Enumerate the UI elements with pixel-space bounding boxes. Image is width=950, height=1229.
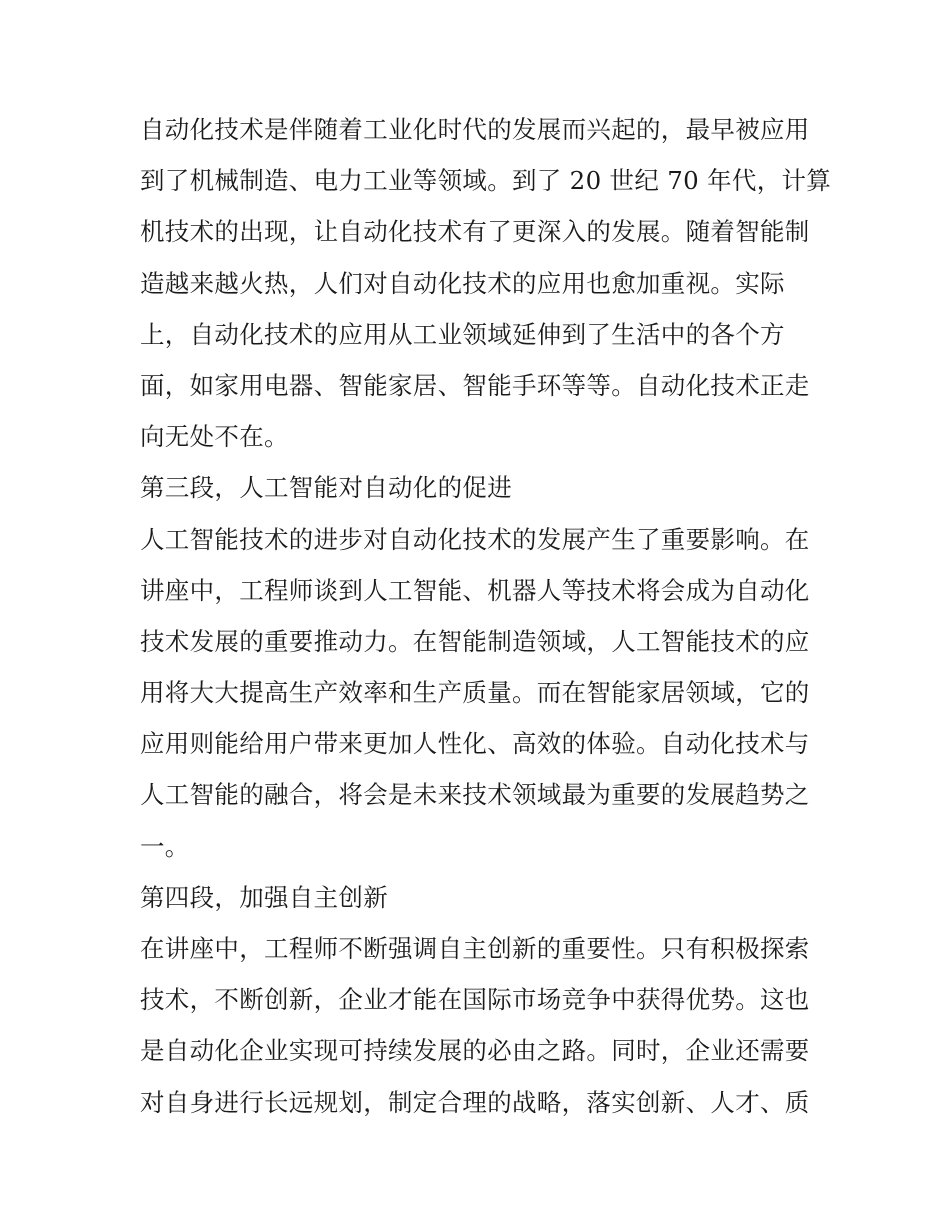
paragraph-line: 技术发展的重要推动力。在智能制造领域，人工智能技术的应	[140, 626, 810, 656]
paragraph-line: 面，如家用电器、智能家居、智能手环等等。自动化技术正走	[140, 370, 810, 400]
section-heading: 第三段，人工智能对自动化的促进	[140, 473, 512, 503]
paragraph-line: 讲座中，工程师谈到人工智能、机器人等技术将会成为自动化	[140, 575, 810, 605]
paragraph-line: 一。	[140, 831, 190, 861]
paragraph-line: 是自动化企业实现可持续发展的必由之路。同时，企业还需要	[140, 1036, 810, 1066]
paragraph-line: 到了机械制造、电力工业等领域。到了 20 世纪 70 年代，计算	[140, 166, 832, 196]
paragraph-line: 在讲座中，工程师不断强调自主创新的重要性。只有积极探索	[140, 934, 810, 963]
paragraph-line: 应用则能给用户带来更加人性化、高效的体验。自动化技术与	[140, 729, 810, 759]
document-body	[140, 104, 832, 1128]
paragraph-line: 技术，不断创新，企业才能在国际市场竞争中获得优势。这也	[140, 985, 810, 1015]
paragraph-line: 人工智能技术的进步对自动化技术的发展产生了重要影响。在	[140, 524, 810, 554]
section-heading: 第四段，加强自主创新	[140, 882, 388, 912]
paragraph-line: 对自身进行长远规划，制定合理的战略，落实创新、人才、质	[140, 1087, 810, 1117]
paragraph-line: 上，自动化技术的应用从工业领域延伸到了生活中的各个方	[140, 319, 785, 349]
paragraph-line: 人工智能的融合，将会是未来技术领域最为重要的发展趋势之	[140, 780, 810, 810]
paragraph-line: 造越来越火热，人们对自动化技术的应用也愈加重视。实际	[140, 268, 785, 298]
paragraph-line: 向无处不在。	[140, 422, 289, 452]
paragraph-line: 机技术的出现，让自动化技术有了更深入的发展。随着智能制	[140, 217, 810, 247]
paragraph-line: 自动化技术是伴随着工业化时代的发展而兴起的，最早被应用	[140, 115, 810, 144]
paragraph-line: 用将大大提高生产效率和生产质量。而在智能家居领域，它的	[140, 678, 810, 708]
